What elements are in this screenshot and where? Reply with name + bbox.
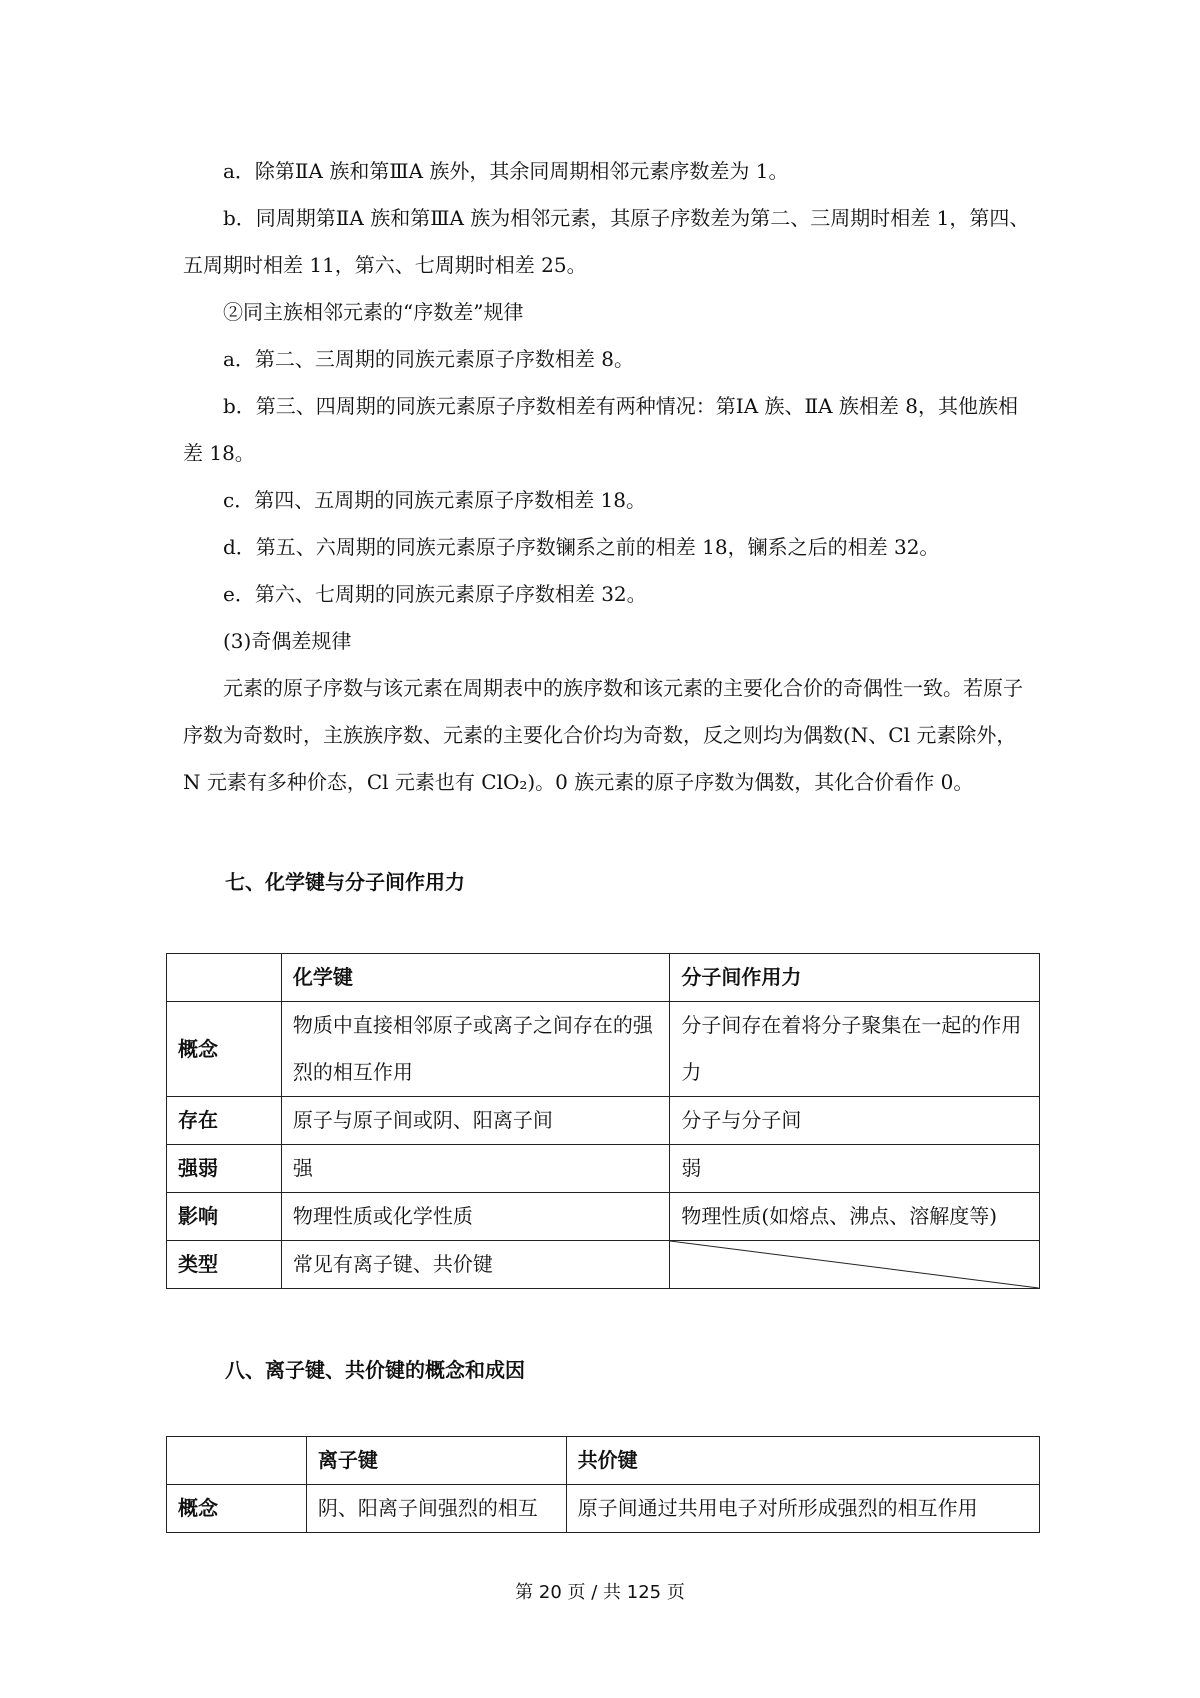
table-row (167, 1097, 1040, 1145)
table-row (167, 1193, 1040, 1241)
paragraph: ②同主族相邻元素的“序数差”规律 (223, 300, 524, 324)
row-header-cell: 强弱 (167, 1145, 282, 1193)
body-text (183, 148, 1030, 806)
table-header-cell: 分子间作用力 (670, 954, 1040, 1002)
table-header-cell (167, 954, 282, 1002)
table-cell: 阴、阳离子间强烈的相互 (306, 1485, 566, 1533)
table-cell: 物质中直接相邻原子或离子之间存在的强烈的相互作用 (281, 1002, 670, 1097)
table-header-row (167, 954, 1040, 1002)
paragraph: e．第六、七周期的同族元素原子序数相差 32。 (223, 582, 647, 606)
paragraph: c．第四、五周期的同族元素原子序数相差 18。 (223, 488, 647, 512)
table-cell: 常见有离子键、共价键 (281, 1241, 670, 1289)
table-cell: 分子与分子间 (670, 1097, 1040, 1145)
table-cell: 强 (281, 1145, 670, 1193)
row-header-cell: 概念 (167, 1485, 307, 1533)
section-heading-8: 八、离子键、共价键的概念和成因 (225, 1358, 525, 1382)
diagonal-empty-cell (670, 1241, 1040, 1289)
paragraph: b．同周期第ⅡA 族和第ⅢA 族为相邻元素，其原子序数差为第二、三周期时相差 1，第四、五周期时相差 11，第六、七周期时相差 25。 (183, 206, 1030, 277)
table-cell: 物理性质或化学性质 (281, 1193, 670, 1241)
table-row (167, 1485, 1040, 1533)
table-header-cell: 共价键 (566, 1437, 1039, 1485)
row-header-cell: 影响 (167, 1193, 282, 1241)
paragraph: 元素的原子序数与该元素在周期表中的族序数和该元素的主要化合价的奇偶性一致。若原子序数为奇数时，主族族序数、元素的主要化合价均为奇数，反之则均为偶数(N、Cl 元素除外，N 元素有多种价态，Cl 元素也有 ClO₂)。0 族元素的原子序数为偶数，其化合价看作 0。 (183, 676, 1023, 794)
table-header-cell (167, 1437, 307, 1485)
section-heading-7: 七、化学键与分子间作用力 (225, 870, 465, 894)
table-cell: 物理性质(如熔点、沸点、溶解度等) (670, 1193, 1040, 1241)
table-cell: 弱 (670, 1145, 1040, 1193)
row-header-cell: 存在 (167, 1097, 282, 1145)
ionic-covalent-table (166, 1436, 1040, 1533)
paragraph: b．第三、四周期的同族元素原子序数相差有两种情况：第ⅠA 族、ⅡA 族相差 8，其他族相差 18。 (183, 394, 1018, 465)
paragraph: (3)奇偶差规律 (223, 629, 352, 653)
table-header-cell: 离子键 (306, 1437, 566, 1485)
table-row (167, 1241, 1040, 1289)
table-row (167, 1002, 1040, 1097)
paragraph: a．第二、三周期的同族元素原子序数相差 8。 (223, 347, 635, 371)
row-header-cell: 概念 (167, 1002, 282, 1097)
page-footer: 第 20 页 / 共 125 页 (515, 1582, 685, 1603)
diagonal-line (670, 1241, 1039, 1288)
table-row (167, 1145, 1040, 1193)
table-header-row (167, 1437, 1040, 1485)
chemical-bond-table (166, 953, 1040, 1289)
table-cell: 原子间通过共用电子对所形成强烈的相互作用 (566, 1485, 1039, 1533)
paragraph: d．第五、六周期的同族元素原子序数镧系之前的相差 18，镧系之后的相差 32。 (223, 535, 940, 559)
table-header-cell: 化学键 (281, 954, 670, 1002)
table-cell: 原子与原子间或阴、阳离子间 (281, 1097, 670, 1145)
paragraph: a．除第ⅡA 族和第ⅢA 族外，其余同周期相邻元素序数差为 1。 (223, 159, 789, 183)
row-header-cell: 类型 (167, 1241, 282, 1289)
table-cell: 分子间存在着将分子聚集在一起的作用力 (670, 1002, 1040, 1097)
